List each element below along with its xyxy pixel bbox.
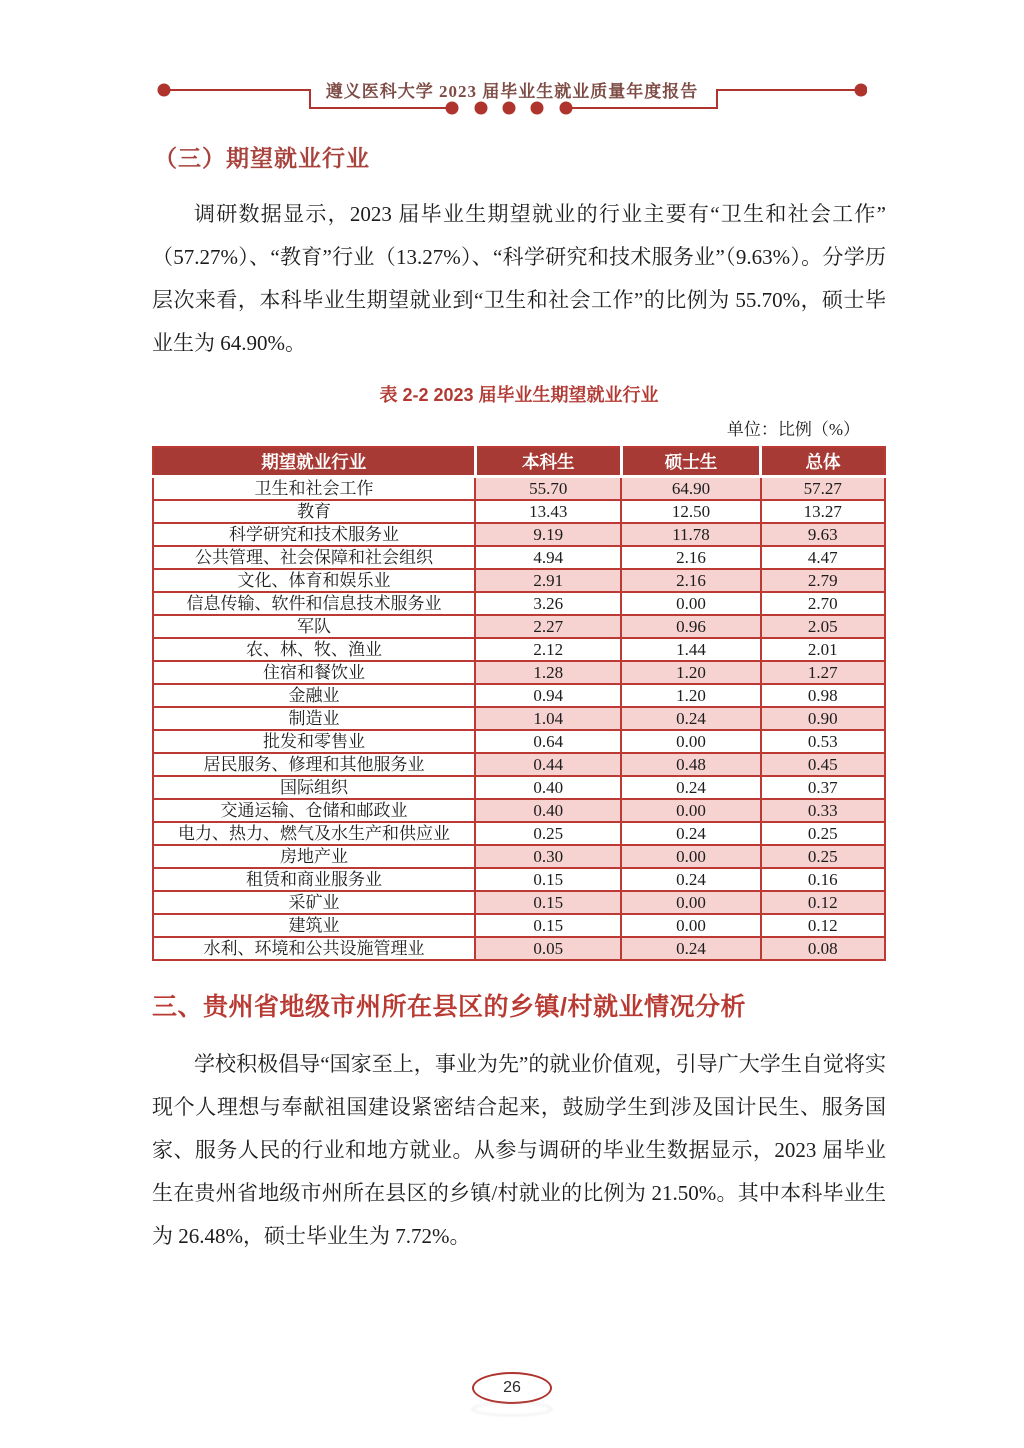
value-cell: 0.24	[621, 822, 760, 845]
value-cell: 9.63	[761, 523, 885, 546]
value-cell: 2.16	[621, 546, 760, 569]
table-row	[153, 914, 885, 937]
value-cell: 1.20	[621, 661, 760, 684]
industry-name-cell: 卫生和社会工作	[153, 476, 475, 500]
value-cell: 0.08	[761, 937, 885, 960]
value-cell: 0.15	[475, 914, 621, 937]
industry-name-cell: 交通运输、仓储和邮政业	[153, 799, 475, 822]
table-row	[153, 592, 885, 615]
value-cell: 0.15	[475, 868, 621, 891]
value-cell: 0.00	[621, 799, 760, 822]
column-header-undergraduate: 本科生	[475, 447, 621, 476]
industry-name-cell: 科学研究和技术服务业	[153, 523, 475, 546]
value-cell: 2.12	[475, 638, 621, 661]
table-row	[153, 684, 885, 707]
table-row	[153, 546, 885, 569]
value-cell: 9.19	[475, 523, 621, 546]
value-cell: 0.00	[621, 592, 760, 615]
value-cell: 57.27	[761, 476, 885, 500]
table-header-row	[153, 447, 885, 476]
table-row	[153, 615, 885, 638]
value-cell: 55.70	[475, 476, 621, 500]
section-paragraph: 调研数据显示，2023 届毕业生期望就业的行业主要有“卫生和社会工作”（57.27%）、“教育”行业（13.27%）、“科学研究和技术服务业”（9.63%）。分学历层次来看，本科毕业生期望就业到“卫生和社会工作”的比例为 55.70%，硕士毕业生为 64.90%。	[152, 202, 886, 355]
table-row	[153, 868, 885, 891]
table-row	[153, 661, 885, 684]
value-cell: 4.94	[475, 546, 621, 569]
value-cell: 2.01	[761, 638, 885, 661]
value-cell: 1.27	[761, 661, 885, 684]
table-row	[153, 707, 885, 730]
value-cell: 0.33	[761, 799, 885, 822]
value-cell: 13.27	[761, 500, 885, 523]
industry-name-cell: 制造业	[153, 707, 475, 730]
industry-name-cell: 国际组织	[153, 776, 475, 799]
industry-name-cell: 教育	[153, 500, 475, 523]
value-cell: 2.70	[761, 592, 885, 615]
value-cell: 0.40	[475, 799, 621, 822]
value-cell: 0.00	[621, 914, 760, 937]
industry-name-cell: 军队	[153, 615, 475, 638]
column-header-master: 硕士生	[621, 447, 760, 476]
value-cell: 0.24	[621, 868, 760, 891]
value-cell: 0.37	[761, 776, 885, 799]
industry-name-cell: 居民服务、修理和其他服务业	[153, 753, 475, 776]
value-cell: 2.16	[621, 569, 760, 592]
industry-name-cell: 住宿和餐饮业	[153, 661, 475, 684]
section-heading: （三）期望就业行业	[154, 145, 370, 171]
table-row	[153, 476, 885, 500]
value-cell: 0.16	[761, 868, 885, 891]
value-cell: 1.44	[621, 638, 760, 661]
value-cell: 0.25	[761, 845, 885, 868]
table-unit-note: 单位：比例（%）	[726, 420, 860, 439]
table-row	[153, 799, 885, 822]
running-title: 遵义医科大学 2023 届毕业生就业质量年度报告	[325, 82, 699, 101]
value-cell: 2.27	[475, 615, 621, 638]
table-row	[153, 845, 885, 868]
industry-name-cell: 房地产业	[153, 845, 475, 868]
table-row	[153, 891, 885, 914]
value-cell: 0.64	[475, 730, 621, 753]
value-cell: 0.00	[621, 730, 760, 753]
page-header-ornament	[157, 80, 867, 122]
value-cell: 11.78	[621, 523, 760, 546]
page-footer	[0, 1372, 1024, 1420]
industry-name-cell: 农、林、牧、渔业	[153, 638, 475, 661]
value-cell: 0.15	[475, 891, 621, 914]
table-row	[153, 730, 885, 753]
value-cell: 0.45	[761, 753, 885, 776]
value-cell: 0.30	[475, 845, 621, 868]
value-cell: 64.90	[621, 476, 760, 500]
value-cell: 0.24	[621, 776, 760, 799]
industry-name-cell: 公共管理、社会保障和社会组织	[153, 546, 475, 569]
industry-name-cell: 批发和零售业	[153, 730, 475, 753]
value-cell: 3.26	[475, 592, 621, 615]
value-cell: 0.40	[475, 776, 621, 799]
value-cell: 0.48	[621, 753, 760, 776]
chapter-heading: 三、贵州省地级市州所在县区的乡镇/村就业情况分析	[152, 992, 746, 1021]
value-cell: 0.98	[761, 684, 885, 707]
industry-name-cell: 文化、体育和娱乐业	[153, 569, 475, 592]
value-cell: 0.00	[621, 891, 760, 914]
table-row	[153, 937, 885, 960]
page-number-reflection	[472, 1402, 552, 1416]
value-cell: 0.12	[761, 891, 885, 914]
value-cell: 0.94	[475, 684, 621, 707]
value-cell: 2.05	[761, 615, 885, 638]
column-header-overall: 总体	[761, 447, 885, 476]
value-cell: 0.24	[621, 937, 760, 960]
chapter-paragraph: 学校积极倡导“国家至上，事业为先”的就业价值观，引导广大学生自觉将实现个人理想与奉献祖国建设紧密结合起来，鼓励学生到涉及国计民生、服务国家、服务人民的行业和地方就业。从参与调研的毕业生数据显示，2023 届毕业生在贵州省地级市州所在县区的乡镇/村就业的比例为 21.50%。其中本科毕业生为 26.48%，硕士毕业生为 7.72%。	[152, 1051, 886, 1248]
column-header-industry: 期望就业行业	[153, 447, 475, 476]
value-cell: 2.79	[761, 569, 885, 592]
table-row	[153, 523, 885, 546]
value-cell: 0.53	[761, 730, 885, 753]
page-number-badge: 26	[472, 1372, 552, 1404]
value-cell: 1.20	[621, 684, 760, 707]
value-cell: 0.90	[761, 707, 885, 730]
value-cell: 1.04	[475, 707, 621, 730]
value-cell: 0.24	[621, 707, 760, 730]
value-cell: 2.91	[475, 569, 621, 592]
value-cell: 4.47	[761, 546, 885, 569]
expected-industry-table	[152, 446, 886, 961]
table-row	[153, 569, 885, 592]
value-cell: 0.00	[621, 845, 760, 868]
table-row	[153, 500, 885, 523]
table-row	[153, 776, 885, 799]
table-title: 表 2-2 2023 届毕业生期望就业行业	[379, 385, 659, 405]
industry-name-cell: 电力、热力、燃气及水生产和供应业	[153, 822, 475, 845]
table-row	[153, 638, 885, 661]
industry-name-cell: 信息传输、软件和信息技术服务业	[153, 592, 475, 615]
table-row	[153, 753, 885, 776]
industry-name-cell: 金融业	[153, 684, 475, 707]
value-cell: 0.25	[475, 822, 621, 845]
value-cell: 13.43	[475, 500, 621, 523]
industry-name-cell: 水利、环境和公共设施管理业	[153, 937, 475, 960]
value-cell: 0.25	[761, 822, 885, 845]
industry-name-cell: 建筑业	[153, 914, 475, 937]
value-cell: 1.28	[475, 661, 621, 684]
industry-name-cell: 采矿业	[153, 891, 475, 914]
value-cell: 12.50	[621, 500, 760, 523]
table-row	[153, 822, 885, 845]
value-cell: 0.05	[475, 937, 621, 960]
value-cell: 0.44	[475, 753, 621, 776]
page-content	[152, 138, 886, 1258]
value-cell: 0.96	[621, 615, 760, 638]
value-cell: 0.12	[761, 914, 885, 937]
industry-name-cell: 租赁和商业服务业	[153, 868, 475, 891]
